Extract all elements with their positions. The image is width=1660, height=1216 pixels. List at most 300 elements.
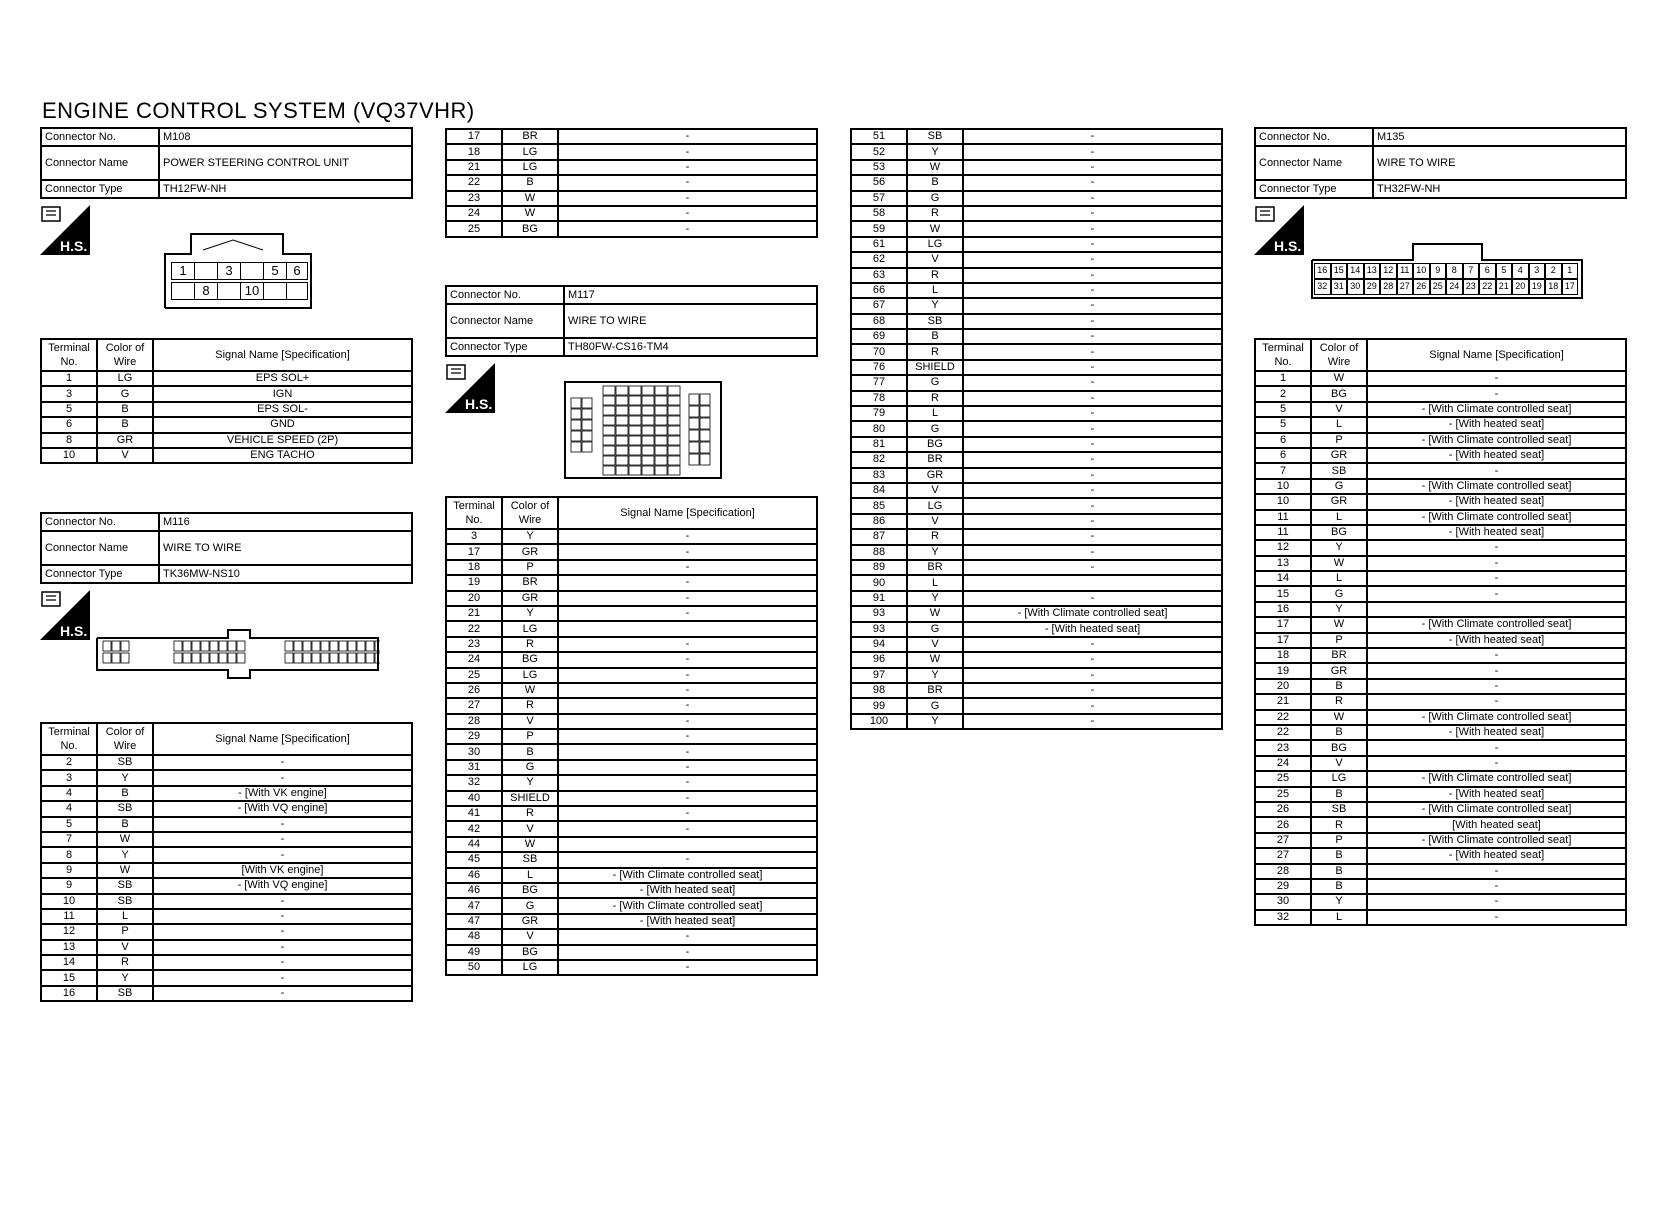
connector-name-label: Connector Name [41, 146, 159, 180]
signal-name-cell: - [With heated seat] [963, 622, 1222, 637]
wire-color-cell: BG [502, 221, 558, 236]
signal-name-cell: - [1367, 879, 1626, 894]
terminal-no-cell: 69 [851, 329, 907, 344]
wire-color-cell: G [1311, 479, 1367, 494]
connector-no-label: Connector No. [446, 286, 564, 304]
table-row [41, 417, 412, 432]
pin-cavity [642, 386, 654, 395]
wire-color-cell: W [1311, 556, 1367, 571]
terminal-no-cell: 58 [851, 206, 907, 221]
wire-color-cell: BR [907, 452, 963, 467]
pin-cavity [642, 406, 654, 415]
table-row [446, 945, 817, 960]
table-row [446, 729, 817, 744]
pin-10: 10 [240, 282, 264, 300]
terminal-no-cell: 52 [851, 144, 907, 159]
signal-name-cell: - [963, 483, 1222, 498]
pin-cavity [689, 454, 699, 465]
pin-cavity [294, 641, 302, 651]
signal-name-cell: - [963, 375, 1222, 390]
pin-1: 1 [171, 262, 195, 280]
wire-color-cell: R [1311, 694, 1367, 709]
table-row [1255, 663, 1626, 678]
wire-color-cell: GR [1311, 494, 1367, 509]
terminal-no-cell: 12 [1255, 540, 1311, 555]
terminal-no-cell: 29 [1255, 879, 1311, 894]
signal-name-cell: - [With heated seat] [1367, 633, 1626, 648]
terminal-no-cell: 44 [446, 837, 502, 852]
terminal-no-cell: 25 [1255, 771, 1311, 786]
terminal-no-cell: 93 [851, 622, 907, 637]
terminal-no-cell: 23 [446, 637, 502, 652]
pin-23: 23 [1463, 279, 1480, 295]
terminal-no-cell: 24 [446, 652, 502, 667]
connector-m108-terminal-table [40, 338, 413, 464]
pin-cavity [642, 436, 654, 445]
signal-name-cell: - [558, 960, 817, 975]
terminal-no-cell: 61 [851, 237, 907, 252]
table-row [1255, 894, 1626, 909]
pin-cavity [603, 406, 615, 415]
wire-color-cell: G [907, 421, 963, 436]
wire-color-cell: B [1311, 787, 1367, 802]
terminal-no-cell: 62 [851, 252, 907, 267]
pin-cavity [192, 653, 200, 663]
terminal-no-cell: 11 [1255, 510, 1311, 525]
table-row [851, 160, 1222, 175]
wire-color-cell: R [907, 391, 963, 406]
terminal-no-cell: 5 [41, 402, 97, 417]
table-row [851, 191, 1222, 206]
pin-cavity [629, 466, 641, 475]
signal-name-cell: EPS SOL+ [153, 371, 412, 386]
signal-name-cell: - [1367, 586, 1626, 601]
terminal-no-cell: 6 [1255, 448, 1311, 463]
terminal-no-cell: 25 [1255, 787, 1311, 802]
signal-name-cell: - [963, 144, 1222, 159]
wire-color-cell: L [1311, 910, 1367, 925]
signal-name-cell: - [With Climate controlled seat] [1367, 433, 1626, 448]
pin-cavity [616, 386, 628, 395]
pin-cavity [330, 653, 338, 663]
wire-color-cell: B [907, 175, 963, 190]
signal-name-cell: - [963, 160, 1222, 175]
wire-color-cell: V [97, 448, 153, 463]
signal-name-cell: - [153, 970, 412, 985]
pin-11 [263, 282, 287, 300]
pin-12: 12 [1380, 263, 1397, 279]
signal-name-cell: - [With Climate controlled seat] [1367, 510, 1626, 525]
terminal-no-cell: 1 [41, 371, 97, 386]
connector-no-value: M117 [564, 286, 817, 304]
wire-color-cell: SB [907, 314, 963, 329]
table-row [41, 386, 412, 401]
wire-color-cell: G [502, 898, 558, 913]
wire-color-cell: Y [907, 714, 963, 729]
terminal-no-cell: 6 [41, 417, 97, 432]
pin-cavity [375, 641, 380, 651]
pin-8: 8 [1446, 263, 1463, 279]
pin-15: 15 [1331, 263, 1348, 279]
wire-color-cell: B [1311, 848, 1367, 863]
table-row [446, 160, 817, 175]
terminal-no-cell: 19 [1255, 663, 1311, 678]
signal-name-cell: [With VK engine] [153, 863, 412, 878]
pin-cavity [339, 653, 347, 663]
table-row [446, 837, 817, 852]
signal-name-cell: - [558, 744, 817, 759]
signal-name-cell: - [558, 637, 817, 652]
terminal-no-cell: 49 [446, 945, 502, 960]
connector-no-label: Connector No. [41, 128, 159, 146]
table-row [851, 437, 1222, 452]
terminal-no-cell: 19 [446, 575, 502, 590]
signal-name-cell: - [963, 283, 1222, 298]
pin-cavity [668, 386, 680, 395]
pin-cavity [629, 416, 641, 425]
signal-name-cell: - [558, 683, 817, 698]
hs-mark-text: H.S. [465, 396, 493, 412]
terminal-no-cell: 81 [851, 437, 907, 452]
terminal-no-cell: 98 [851, 683, 907, 698]
signal-name-cell: - [558, 698, 817, 713]
pin-22: 22 [1479, 279, 1496, 295]
terminal-no-cell: 21 [446, 606, 502, 621]
table-row [1255, 433, 1626, 448]
terminal-no-cell: 59 [851, 221, 907, 236]
terminal-no-cell: 20 [1255, 679, 1311, 694]
terminal-no-cell: 47 [446, 898, 502, 913]
signal-name-cell: - [558, 791, 817, 806]
table-row [851, 268, 1222, 283]
table-row [1255, 787, 1626, 802]
table-row [446, 621, 817, 636]
signal-name-cell: - [153, 755, 412, 770]
signal-name-cell: - [1367, 386, 1626, 401]
signal-name-header: Signal Name [Specification] [558, 497, 817, 529]
wire-color-cell: P [1311, 633, 1367, 648]
wire-color-cell: R [907, 268, 963, 283]
terminal-no-cell: 57 [851, 191, 907, 206]
pin-cavity [103, 641, 111, 651]
connector-m108-diagram [163, 232, 313, 310]
signal-name-cell: - [With Climate controlled seat] [558, 868, 817, 883]
wire-color-cell: V [907, 514, 963, 529]
table-row [446, 575, 817, 590]
table-row [41, 986, 412, 1001]
connector-m135-diagram [1310, 242, 1584, 300]
pin-cavity [285, 653, 293, 663]
pin-cavity [312, 653, 320, 663]
signal-name-cell: - [With heated seat] [558, 914, 817, 929]
wire-color-cell: BG [1311, 740, 1367, 755]
pin-cavity [330, 641, 338, 651]
wire-color-cell: BG [502, 945, 558, 960]
signal-name-cell: - [With Climate controlled seat] [1367, 771, 1626, 786]
pin-13: 13 [1364, 263, 1381, 279]
connector-no-value: M116 [159, 513, 412, 531]
hs-mark-text: H.S. [60, 623, 88, 639]
signal-name-cell: - [153, 940, 412, 955]
table-row [41, 832, 412, 847]
connector-m116-diagram [95, 628, 380, 680]
signal-name-cell: EPS SOL- [153, 402, 412, 417]
table-row [851, 698, 1222, 713]
color-of-wire-header: Color of Wire [97, 339, 153, 371]
terminal-no-cell: 17 [1255, 617, 1311, 632]
signal-name-cell: - [1367, 910, 1626, 925]
signal-name-cell: GND [153, 417, 412, 432]
terminal-no-cell: 8 [41, 847, 97, 862]
wire-color-cell: Y [502, 606, 558, 621]
pin-31: 31 [1331, 279, 1348, 295]
pin-cavity [689, 418, 699, 429]
pin-cavity [655, 396, 667, 405]
wire-color-cell: B [97, 402, 153, 417]
connector-m116-terminal-table [40, 722, 413, 1002]
wire-color-cell: Y [502, 529, 558, 544]
terminal-no-cell: 18 [446, 560, 502, 575]
table-row [446, 760, 817, 775]
pin-cavity [655, 416, 667, 425]
pin-cavity [103, 653, 111, 663]
signal-name-cell: [With heated seat] [1367, 817, 1626, 832]
table-row [1255, 556, 1626, 571]
table-row [1255, 586, 1626, 601]
table-row [41, 955, 412, 970]
wire-color-cell: W [907, 221, 963, 236]
pin-cavity [668, 406, 680, 415]
wire-color-cell: L [907, 283, 963, 298]
pin-10: 10 [1413, 263, 1430, 279]
pin-cavity [228, 641, 236, 651]
wire-color-cell: L [1311, 571, 1367, 586]
color-of-wire-header: Color of Wire [1311, 339, 1367, 371]
table-row [446, 129, 817, 144]
pin-25: 25 [1430, 279, 1447, 295]
pin-cavity [629, 456, 641, 465]
wire-color-cell: R [907, 344, 963, 359]
pin-30: 30 [1347, 279, 1364, 295]
pin-12 [286, 282, 308, 300]
pin-16: 16 [1314, 263, 1331, 279]
wire-color-cell: Y [502, 775, 558, 790]
signal-name-cell: - [With heated seat] [1367, 417, 1626, 432]
wire-color-cell: Y [907, 144, 963, 159]
table-row [446, 206, 817, 221]
pin-cavity [668, 426, 680, 435]
table-row [851, 206, 1222, 221]
table-row [851, 452, 1222, 467]
pin-29: 29 [1364, 279, 1381, 295]
terminal-no-cell: 22 [1255, 725, 1311, 740]
signal-name-cell: - [1367, 740, 1626, 755]
table-row [851, 560, 1222, 575]
terminal-no-cell: 13 [41, 940, 97, 955]
pin-cavity [582, 409, 592, 419]
signal-name-cell: - [1367, 571, 1626, 586]
wire-color-cell: SHIELD [502, 791, 558, 806]
connector-name-label: Connector Name [446, 304, 564, 338]
terminal-no-cell: 32 [1255, 910, 1311, 925]
signal-name-cell: - [With Climate controlled seat] [1367, 617, 1626, 632]
signal-name-cell: - [1367, 894, 1626, 909]
signal-name-cell: - [963, 468, 1222, 483]
terminal-no-cell: 23 [446, 191, 502, 206]
table-row [851, 683, 1222, 698]
signal-name-cell: - [With heated seat] [1367, 787, 1626, 802]
signal-name-cell: - [153, 847, 412, 862]
table-row [1255, 386, 1626, 401]
pin-cavity [112, 641, 120, 651]
pin-cavity [700, 454, 710, 465]
color-of-wire-header: Color of Wire [502, 497, 558, 529]
wire-color-cell: GR [97, 433, 153, 448]
terminal-no-cell: 10 [1255, 479, 1311, 494]
pin-26: 26 [1413, 279, 1430, 295]
terminal-no-cell: 84 [851, 483, 907, 498]
table-row [446, 698, 817, 713]
pin-5: 5 [263, 262, 287, 280]
signal-name-cell: - [558, 160, 817, 175]
wire-color-cell: L [97, 909, 153, 924]
pin-cavity [357, 641, 365, 651]
wire-color-cell: SB [1311, 802, 1367, 817]
terminal-no-header: Terminal No. [446, 497, 502, 529]
pin-cavity [303, 641, 311, 651]
wire-color-cell: LG [97, 371, 153, 386]
table-row [851, 468, 1222, 483]
signal-name-cell: - [963, 344, 1222, 359]
wire-color-cell: L [907, 406, 963, 421]
pin-cavity [219, 653, 227, 663]
wire-color-cell: LG [907, 237, 963, 252]
wire-color-cell: Y [97, 847, 153, 862]
table-row [41, 770, 412, 785]
wire-color-cell: BR [1311, 648, 1367, 663]
wire-color-cell: P [1311, 433, 1367, 448]
table-row [446, 960, 817, 975]
pin-cavity [603, 386, 615, 395]
signal-name-cell: - [With VK engine] [153, 786, 412, 801]
table-row [41, 970, 412, 985]
terminal-no-cell: 15 [41, 970, 97, 985]
pin-1: 1 [1562, 263, 1579, 279]
table-row [851, 421, 1222, 436]
pin-cavity [629, 396, 641, 405]
pin-cavity [219, 641, 227, 651]
pin-cavity [237, 641, 245, 651]
signal-name-cell: - [558, 144, 817, 159]
terminal-no-cell: 76 [851, 360, 907, 375]
terminal-no-cell: 17 [446, 544, 502, 559]
terminal-no-cell: 27 [446, 698, 502, 713]
pin-cavity [642, 426, 654, 435]
terminal-no-cell: 8 [41, 433, 97, 448]
pin-cavity [348, 641, 356, 651]
wire-color-cell: LG [502, 144, 558, 159]
signal-name-cell: - [1367, 864, 1626, 879]
signal-name-cell: - [558, 945, 817, 960]
terminal-no-cell: 10 [41, 448, 97, 463]
table-row [851, 129, 1222, 144]
pin-cavity [616, 446, 628, 455]
connector-type-value: TH80FW-CS16-TM4 [564, 338, 817, 356]
terminal-no-cell: 41 [446, 806, 502, 821]
terminal-no-cell: 68 [851, 314, 907, 329]
wire-color-cell: GR [502, 544, 558, 559]
signal-name-cell: - [963, 683, 1222, 698]
terminal-no-cell: 46 [446, 883, 502, 898]
pin-cavity [655, 426, 667, 435]
terminal-no-cell: 2 [41, 755, 97, 770]
terminal-no-cell: 30 [446, 744, 502, 759]
table-row [851, 329, 1222, 344]
table-row [1255, 633, 1626, 648]
table-row [446, 775, 817, 790]
terminal-no-cell: 7 [41, 832, 97, 847]
table-row [446, 821, 817, 836]
signal-name-cell: - [963, 714, 1222, 729]
terminal-no-cell: 12 [41, 924, 97, 939]
table-row [851, 606, 1222, 621]
signal-name-cell: - [With Climate controlled seat] [1367, 710, 1626, 725]
table-row [1255, 833, 1626, 848]
terminal-no-cell: 22 [446, 175, 502, 190]
signal-name-cell: VEHICLE SPEED (2P) [153, 433, 412, 448]
signal-name-cell: - [With VQ engine] [153, 878, 412, 893]
pin-cavity [201, 641, 209, 651]
wire-color-cell: V [907, 252, 963, 267]
table-row [851, 622, 1222, 637]
pin-cavity [700, 406, 710, 417]
table-row [446, 744, 817, 759]
table-row [446, 868, 817, 883]
wire-color-cell: V [907, 637, 963, 652]
signal-name-cell [1367, 602, 1626, 617]
pin-cavity [210, 653, 218, 663]
pin-cavity [629, 436, 641, 445]
signal-name-cell: IGN [153, 386, 412, 401]
wire-color-cell: W [502, 683, 558, 698]
terminal-no-cell: 99 [851, 698, 907, 713]
signal-name-cell: - [963, 560, 1222, 575]
pin-3: 3 [217, 262, 241, 280]
connector-name-value: WIRE TO WIRE [564, 304, 817, 338]
signal-name-cell: - [1367, 463, 1626, 478]
pin-cavity [629, 386, 641, 395]
pin-cavity [312, 641, 320, 651]
signal-name-cell: - [With Climate controlled seat] [1367, 802, 1626, 817]
terminal-no-cell: 91 [851, 591, 907, 606]
terminal-no-cell: 26 [1255, 802, 1311, 817]
pin-cavity [201, 653, 209, 663]
table-row [41, 433, 412, 448]
connector-type-value: TH12FW-NH [159, 180, 412, 198]
signal-name-cell: - [963, 129, 1222, 144]
wire-color-cell: BR [502, 129, 558, 144]
signal-name-cell [558, 621, 817, 636]
wire-color-cell: P [1311, 833, 1367, 848]
terminal-no-cell: 3 [41, 770, 97, 785]
terminal-no-cell: 3 [41, 386, 97, 401]
terminal-no-cell: 13 [1255, 556, 1311, 571]
pin-cavity [655, 386, 667, 395]
signal-name-cell: - [With heated seat] [1367, 525, 1626, 540]
table-row [851, 668, 1222, 683]
signal-name-cell: - [558, 206, 817, 221]
terminal-no-cell: 27 [1255, 833, 1311, 848]
